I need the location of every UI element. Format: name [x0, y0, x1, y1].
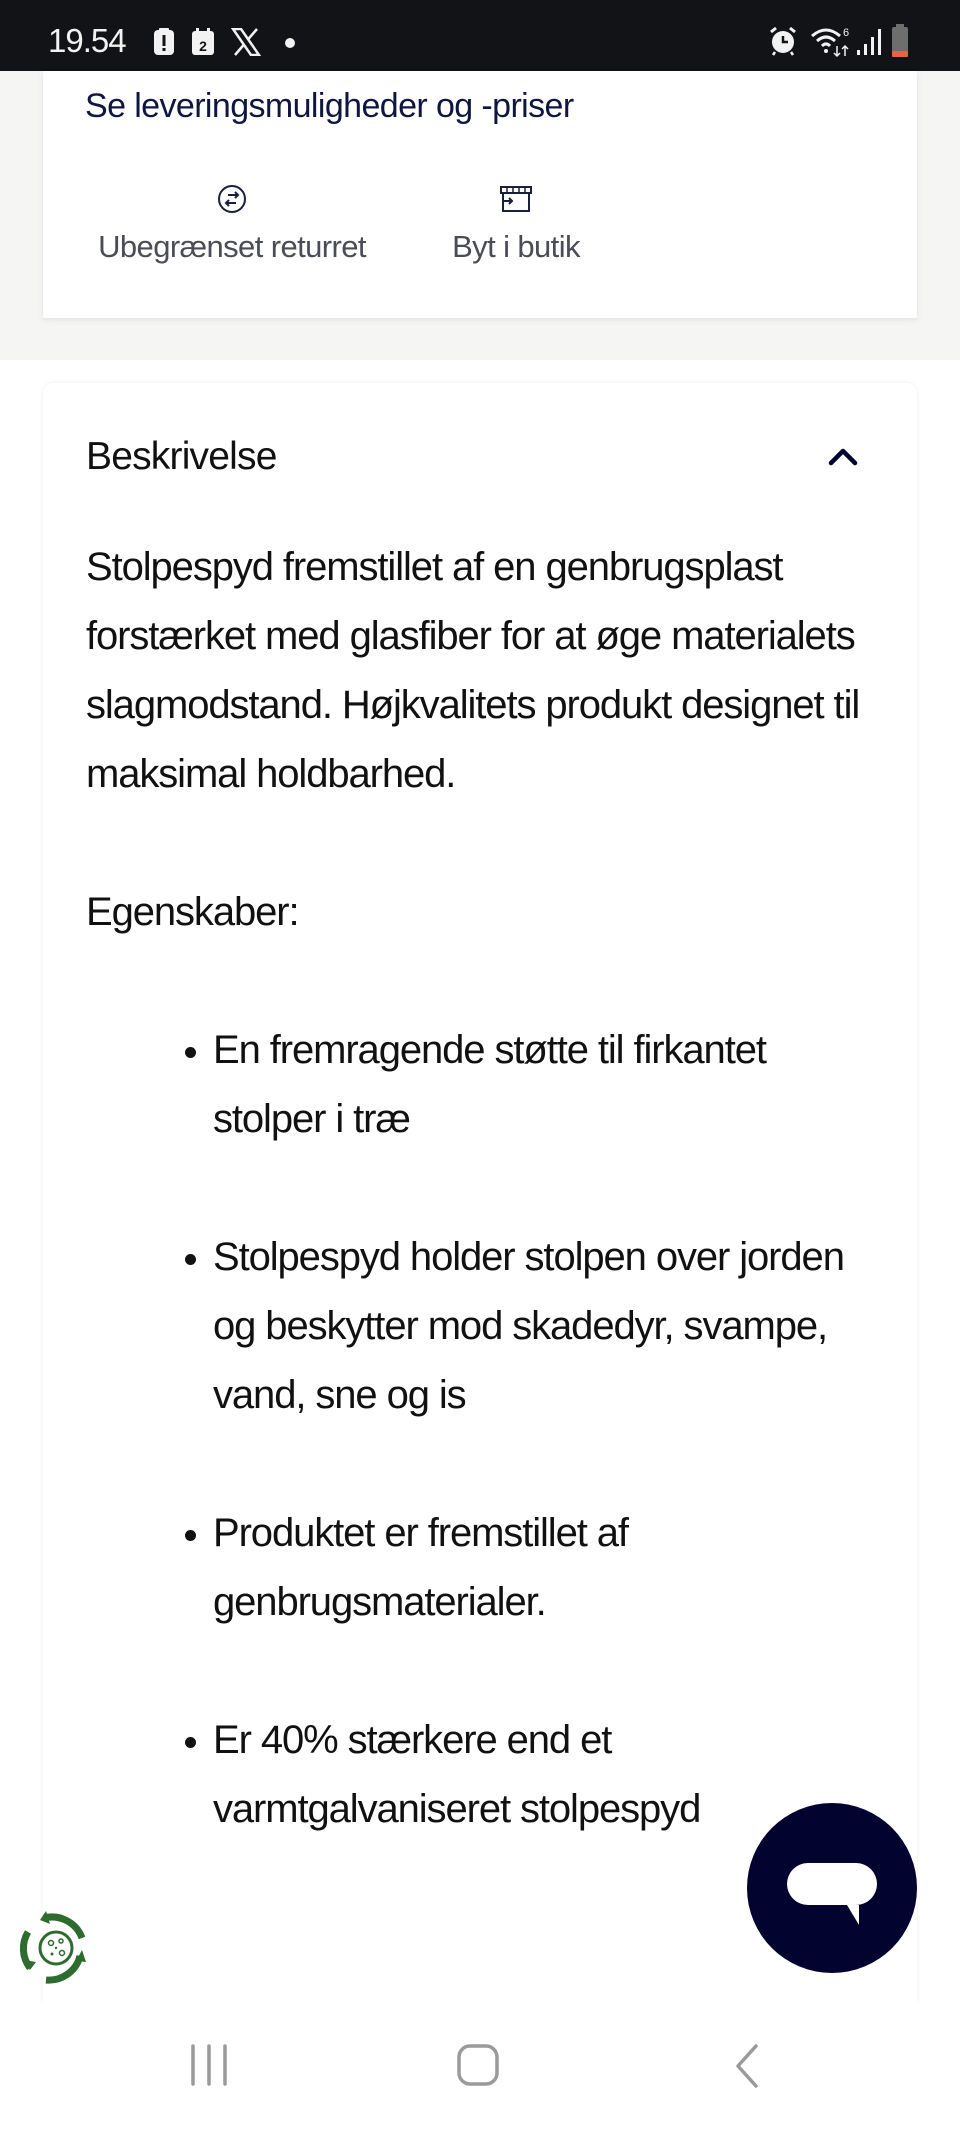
svg-text:2: 2 — [199, 38, 207, 54]
accordion-header-title[interactable]: Beskrivelse — [86, 435, 277, 478]
properties-list — [86, 1016, 876, 1844]
home-icon[interactable] — [456, 2043, 500, 2087]
properties-heading: Egenskaber: — [86, 890, 299, 934]
list-item: Stolpespyd holder stolpen over jorden og beskytter mod skadedyr, svampe, vand, sne og is — [213, 1223, 876, 1430]
list-item: En fremragende støtte til firkantet stolper i træ — [213, 1016, 876, 1154]
delivery-card — [43, 71, 917, 318]
feature-label: Ubegrænset returret — [98, 229, 366, 264]
feature-unlimited-returns — [97, 183, 367, 265]
store-exchange-icon — [498, 183, 534, 215]
list-item: Er 40% stærkere end et varmtgalvaniseret stolpespyd — [213, 1706, 876, 1844]
status-time: 19.54 — [48, 22, 126, 59]
chat-button[interactable] — [747, 1803, 917, 1973]
chat-bubble-icon — [747, 1803, 917, 1973]
signal-icon — [855, 26, 885, 56]
recycle-badge-icon[interactable] — [16, 1908, 96, 1988]
feature-label: Byt i butik — [452, 229, 580, 264]
battery-low-icon — [892, 24, 908, 58]
dot-icon — [285, 38, 295, 48]
description-paragraph: Stolpespyd fremstillet af en genbrugsplast forstærket med glasfiber for at øge materialets slagmodstand. Højkvalitets produkt designet til maksimal holdbarhed. — [86, 545, 860, 796]
alarm-icon — [768, 26, 798, 56]
description-accordion — [43, 383, 917, 2003]
status-bar — [0, 0, 960, 71]
alert-notification-icon — [153, 28, 175, 56]
return-arrows-icon — [217, 183, 247, 215]
svg-text:6: 6 — [843, 27, 850, 39]
system-nav-bar — [0, 2003, 960, 2133]
chevron-up-icon[interactable] — [823, 435, 863, 479]
calendar-2-icon — [191, 28, 215, 56]
x-app-icon — [231, 28, 261, 56]
feature-exchange-in-store — [441, 183, 591, 265]
delivery-options-link[interactable]: Se leveringsmuligheder og -priser — [85, 87, 574, 125]
back-icon[interactable] — [732, 2043, 762, 2089]
description-content — [86, 533, 876, 1913]
recent-apps-icon[interactable] — [188, 2043, 230, 2087]
list-item: Produktet er fremstillet af genbrugsmaterialer. — [213, 1499, 876, 1637]
wifi-6-icon — [810, 26, 850, 58]
